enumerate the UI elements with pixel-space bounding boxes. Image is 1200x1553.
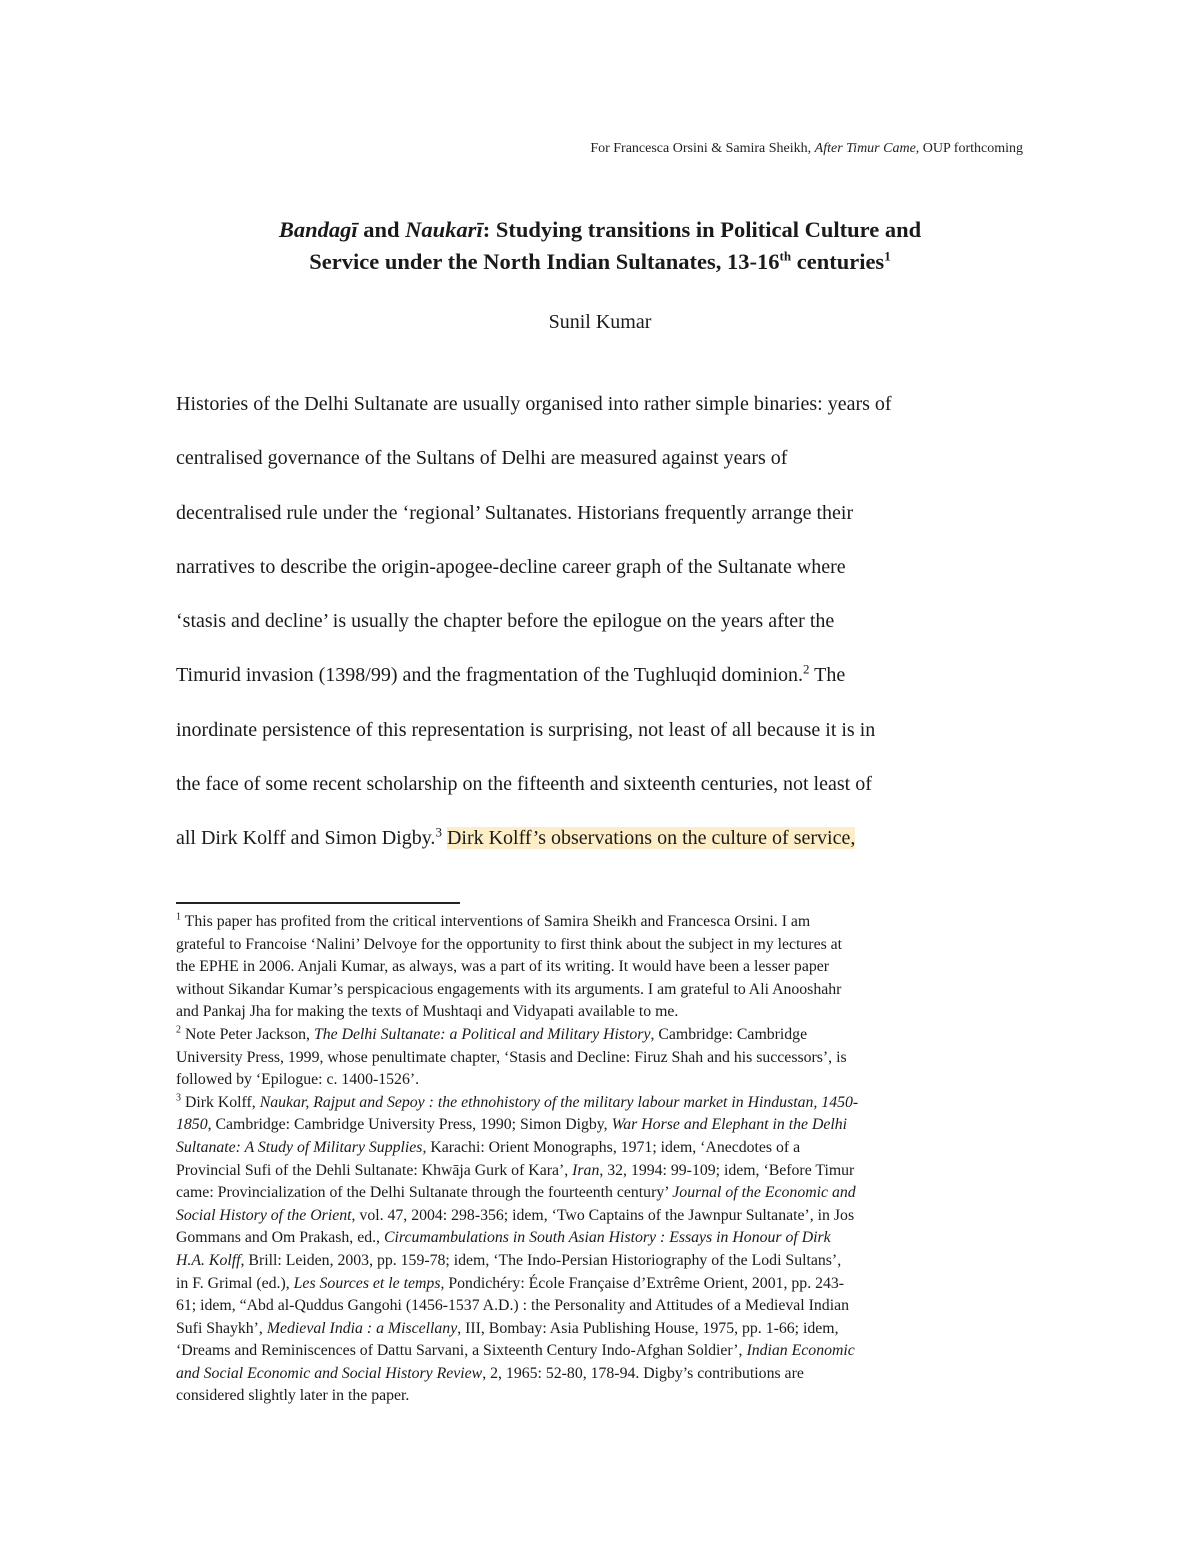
title-term-bandagi: Bandagī [278,217,358,242]
paper-title [176,214,1024,278]
footnote-1-line: the EPHE in 2006. Anjali Kumar, as always, was a part of its writing. It would have been a lesser paper [176,958,830,976]
footnote-1-line [176,911,1026,934]
title-centuries: centuries [791,249,885,274]
title-line-1 [176,214,1024,246]
footnote-3-line [176,1137,1026,1160]
title-term-naukari: Naukarī [405,217,483,242]
footnote-2-line: followed by ‘Epilogue: c. 1400-1526’. [176,1071,420,1089]
footnote-ref-2[interactable]: 2 [803,661,810,677]
footnote-1-line: grateful to Francoise ‘Nalini’ Delvoye for the opportunity to first think about the subject in my lectures at [176,935,843,953]
running-head-book-title: After Timur Came [814,141,916,156]
highlighted-text[interactable]: Dirk Kolff’s observations on the culture of service, [446,827,856,850]
footnote-text: Gommans and Om Prakash, ed., [176,1229,384,1247]
footnote-citation-title: and Social Economic and Social History Review [176,1364,483,1382]
footnote-citation-title: 1850 [176,1116,208,1134]
footnote-text: in F. Grimal (ed.), [176,1274,294,1292]
body-line: decentralised rule under the ‘regional’ Sultanates. Historians frequently arrange their [176,501,854,524]
footnote-text: , III, Bombay: Asia Publishing House, 1975, pp. 1-66; idem, [457,1319,839,1337]
title-and: and [357,217,406,242]
footnote-3-line [176,1227,1026,1250]
footnote-citation-title: Medieval India : a Miscellany [266,1319,458,1337]
body-line-text: Timurid invasion (1398/99) and the fragmentation of the Tughluqid dominion. [176,664,804,687]
footnote-citation-title: War Horse and Elephant in the Delhi [611,1116,848,1134]
footnote-text: , Cambridge: Cambridge University Press, 1990; Simon Digby, [207,1116,612,1134]
footnotes [176,911,1026,1408]
title-superscript-th: th [779,248,792,264]
footnote-3-line [176,1205,1026,1228]
footnote-3-line [176,1318,1026,1341]
footnote-1-number: 1 [176,911,181,923]
footnote-citation-title: Social History of the Orient [176,1206,352,1224]
footnote-3-line [176,1182,1026,1205]
footnote-text: came: Provincialization of the Delhi Sultanate through the fourteenth century’ [176,1184,673,1202]
footnote-separator [176,902,460,904]
author-name: Sunil Kumar [548,311,652,333]
footnote-3-line [176,1273,1026,1296]
footnote-citation-title: H.A. Kolff, [176,1251,245,1269]
footnote-2-line: University Press, 1999, whose penultimate chapter, ‘Stasis and Decline: Firuz Shah and his successors’, is [176,1048,847,1066]
footnote-citation-title: Indian Economic [746,1342,855,1360]
body-line: narratives to describe the origin-apogee-decline career graph of the Sultanate where [176,555,846,578]
footnote-3-line [176,1160,1026,1183]
running-head [590,141,1023,157]
footnote-text: Dirk Kolff, [181,1093,260,1111]
footnote-citation-title: Naukar, Rajput and Sepoy : the ethnohistory of the military labour market in Hindustan, 1450- [259,1093,859,1111]
running-head-prefix: For Francesca Orsini & Samira Sheikh, [590,141,815,156]
footnote-text: , 32, 1994: 99-109; idem, ‘Before Timur [599,1161,855,1179]
title-footnote-ref[interactable]: 1 [884,248,891,264]
body-paragraph [176,388,1026,877]
footnote-3-line [176,1363,1026,1386]
footnote-3-number: 3 [176,1092,181,1104]
footnote-citation-title: Iran [572,1161,600,1179]
footnote-text: ‘Dreams and Reminiscences of Dattu Sarvani, a Sixteenth Century Indo-Afghan Soldier’, [176,1342,747,1360]
title-line-2 [176,246,1024,278]
footnote-text: Note Peter Jackson, [181,1025,314,1043]
footnote-text: This paper has profited from the critical interventions of Samira Sheikh and Francesca Orsini. I am [181,913,811,930]
footnote-3-line [176,1114,1026,1137]
body-line: centralised governance of the Sultans of Delhi are measured against years of [176,447,788,470]
footnote-citation-title: Les Sources et le temps [293,1274,441,1292]
footnote-3-line [176,1250,1026,1273]
body-line: the face of some recent scholarship on the fifteenth and sixteenth centuries, not least of [176,773,872,796]
footnote-1-line: without Sikandar Kumar’s perspicacious engagements with its arguments. I am grateful to Ali Anooshahr [176,980,842,998]
footnote-text: , Pondichéry: École Française d’Extrême Orient, 2001, pp. 243- [440,1274,845,1292]
body-line: Histories of the Delhi Sultanate are usually organised into rather simple binaries: years of [176,393,892,415]
footnote-2-number: 2 [176,1024,181,1036]
footnote-citation-title: Circumambulations in South Asian History : Essays in Honour of Dirk [383,1229,831,1247]
footnote-2-line [176,1024,1026,1047]
title-line-2-text: Service under the North Indian Sultanates, 13-16 [309,249,780,274]
footnote-3-line [176,1092,1026,1115]
footnote-ref-3[interactable]: 3 [435,824,442,840]
footnote-text: , 2, 1965: 52-80, 178-94. Digby’s contributions are [482,1364,804,1382]
body-line: ‘stasis and decline’ is usually the chapter before the epilogue on the years after the [176,610,835,633]
body-line [176,822,1026,876]
footnote-3-line [176,1340,1026,1363]
footnote-text: , Cambridge: Cambridge [650,1025,808,1043]
body-line [176,659,1026,713]
footnote-text: Provincial Sufi of the Dehli Sultanate: Khwāja Gurk of Kara’, [176,1161,573,1179]
footnote-text: Karachi: Orient Monographs, 1971; idem, ‘Anecdotes of a [426,1138,801,1156]
footnote-1-line: and Pankaj Jha for making the texts of Mushtaqi and Vidyapati available to me. [176,1003,679,1021]
running-head-suffix: , OUP forthcoming [915,141,1023,156]
footnote-text: Sufi Shaykh’, [176,1319,267,1337]
footnote-3-line: considered slightly later in the paper. [176,1387,410,1405]
footnote-3-line: 61; idem, “Abd al-Quddus Gangohi (1456-1537 A.D.) : the Personality and Attitudes of a Medieval Indian [176,1297,850,1315]
footnote-citation-title: Sultanate: A Study of Military Supplies, [176,1138,427,1156]
title-rest-line-1: : Studying transitions in Political Culture and [482,217,922,242]
footnote-citation-title: The Delhi Sultanate: a Political and Military History [313,1025,651,1043]
body-line-text: all Dirk Kolff and Simon Digby. [176,827,436,850]
footnote-text: Brill: Leiden, 2003, pp. 159-78; idem, ‘The Indo-Persian Historiography of the Lodi Sultans’, [244,1251,842,1269]
footnote-text: , vol. 47, 2004: 298-356; idem, ‘Two Captains of the Jawnpur Sultanate’, in Jos [351,1206,855,1224]
body-line: inordinate persistence of this representation is surprising, not least of all because it is in [176,718,876,741]
body-line-text: The [809,664,846,687]
footnote-citation-title: Journal of the Economic and [672,1184,856,1202]
